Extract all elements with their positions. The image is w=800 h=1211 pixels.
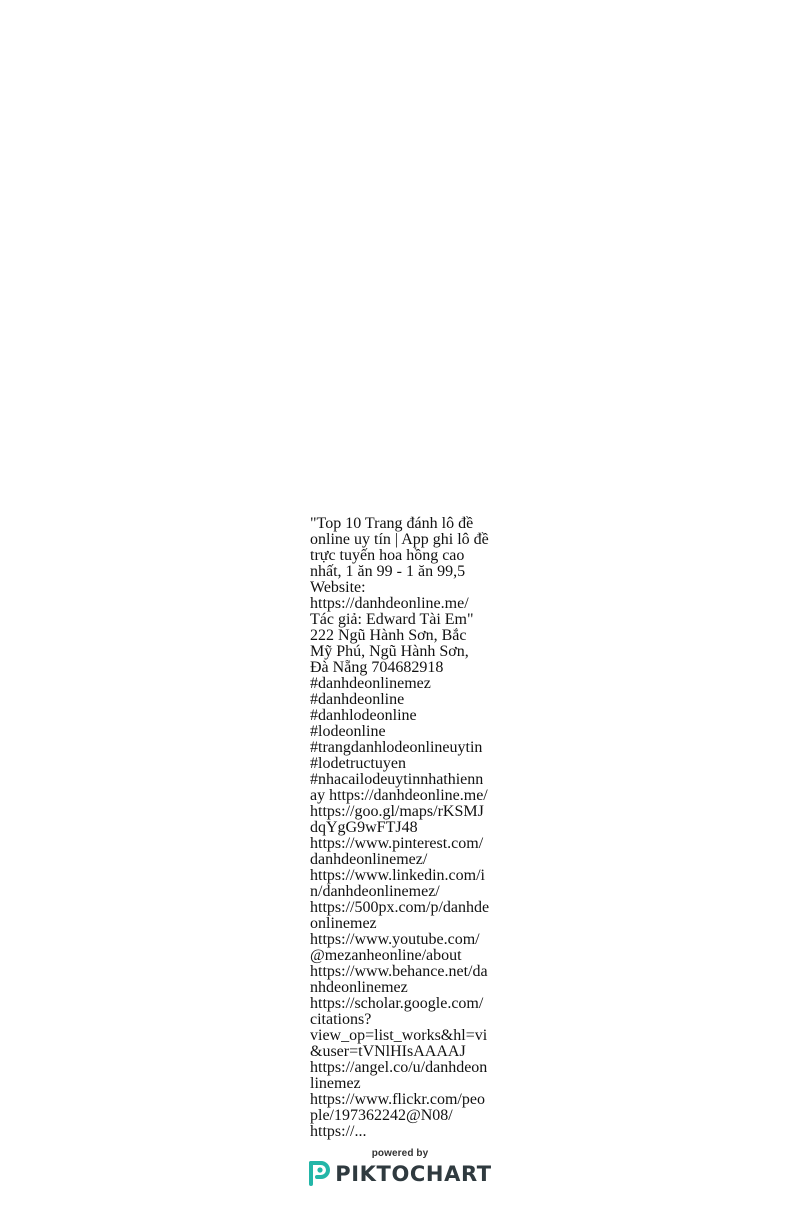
text-line: https://angel.co/u/danhdeon bbox=[310, 1059, 488, 1076]
text-line: https://danhdeonline.me/ bbox=[310, 595, 469, 612]
text-line: trực tuyến hoa hồng cao bbox=[310, 547, 465, 564]
text-line: onlinemez bbox=[310, 915, 377, 932]
text-line: #nhacailodeuytinnhathienn bbox=[310, 771, 484, 788]
text-line: @mezanheonline/about bbox=[310, 947, 462, 964]
text-line: nhdeonlinemez bbox=[310, 979, 408, 996]
text-line: ay https://danhdeonline.me/ bbox=[310, 787, 488, 804]
text-line: "Top 10 Trang đánh lô đề bbox=[310, 515, 474, 532]
text-line: #danhlodeonline bbox=[310, 707, 417, 724]
text-line: online uy tín | App ghi lô đề bbox=[310, 531, 489, 548]
piktochart-footer[interactable] bbox=[0, 1148, 800, 1187]
text-line: Đà Nẵng 704682918 bbox=[310, 659, 444, 676]
text-line: linemez bbox=[310, 1075, 361, 1092]
text-line: citations? bbox=[310, 1011, 372, 1028]
text-line: https://goo.gl/maps/rKSMJ bbox=[310, 803, 484, 820]
text-line: #lodeonline bbox=[310, 723, 386, 740]
text-line: &user=tVNlHIsAAAAJ bbox=[310, 1043, 466, 1060]
piktochart-wordmark: PIKTOCHART bbox=[335, 1161, 492, 1186]
text-line: 222 Ngũ Hành Sơn, Bắc bbox=[310, 627, 467, 644]
text-line: https://www.flickr.com/peo bbox=[310, 1091, 485, 1108]
text-line: view_op=list_works&hl=vi bbox=[310, 1027, 488, 1044]
text-line: nhất, 1 ăn 99 - 1 ăn 99,5 bbox=[310, 563, 466, 580]
text-line: #danhdeonlinemez bbox=[310, 675, 431, 692]
text-line: https://www.pinterest.com/ bbox=[310, 835, 484, 852]
text-line: #danhdeonline bbox=[310, 691, 405, 708]
piktochart-brand[interactable] bbox=[308, 1161, 491, 1187]
text-line: https://500px.com/p/danhde bbox=[310, 899, 490, 916]
text-line: dqYgG9wFTJ48 bbox=[310, 819, 418, 836]
text-line: Tác giả: Edward Tài Em" bbox=[310, 611, 474, 628]
text-line: #trangdanhlodeonlineuytin bbox=[310, 739, 483, 756]
text-line: #lodetructuyen bbox=[310, 755, 406, 772]
text-line: https://scholar.google.com/ bbox=[310, 995, 484, 1012]
text-line: https://www.youtube.com/ bbox=[310, 931, 480, 948]
text-line: https://... bbox=[310, 1123, 367, 1140]
text-line: ple/197362242@N08/ bbox=[310, 1107, 453, 1124]
text-line: https://www.behance.net/da bbox=[310, 963, 488, 980]
description-text-block bbox=[310, 515, 492, 1140]
text-line: Website: bbox=[310, 579, 366, 596]
powered-by-label: powered by bbox=[371, 1148, 429, 1159]
text-line: Mỹ Phú, Ngũ Hành Sơn, bbox=[310, 643, 469, 660]
text-line: danhdeonlinemez/ bbox=[310, 851, 428, 868]
text-line: https://www.linkedin.com/i bbox=[310, 867, 485, 884]
piktochart-logo-icon bbox=[308, 1161, 330, 1187]
text-line: n/danhdeonlinemez/ bbox=[310, 883, 440, 900]
